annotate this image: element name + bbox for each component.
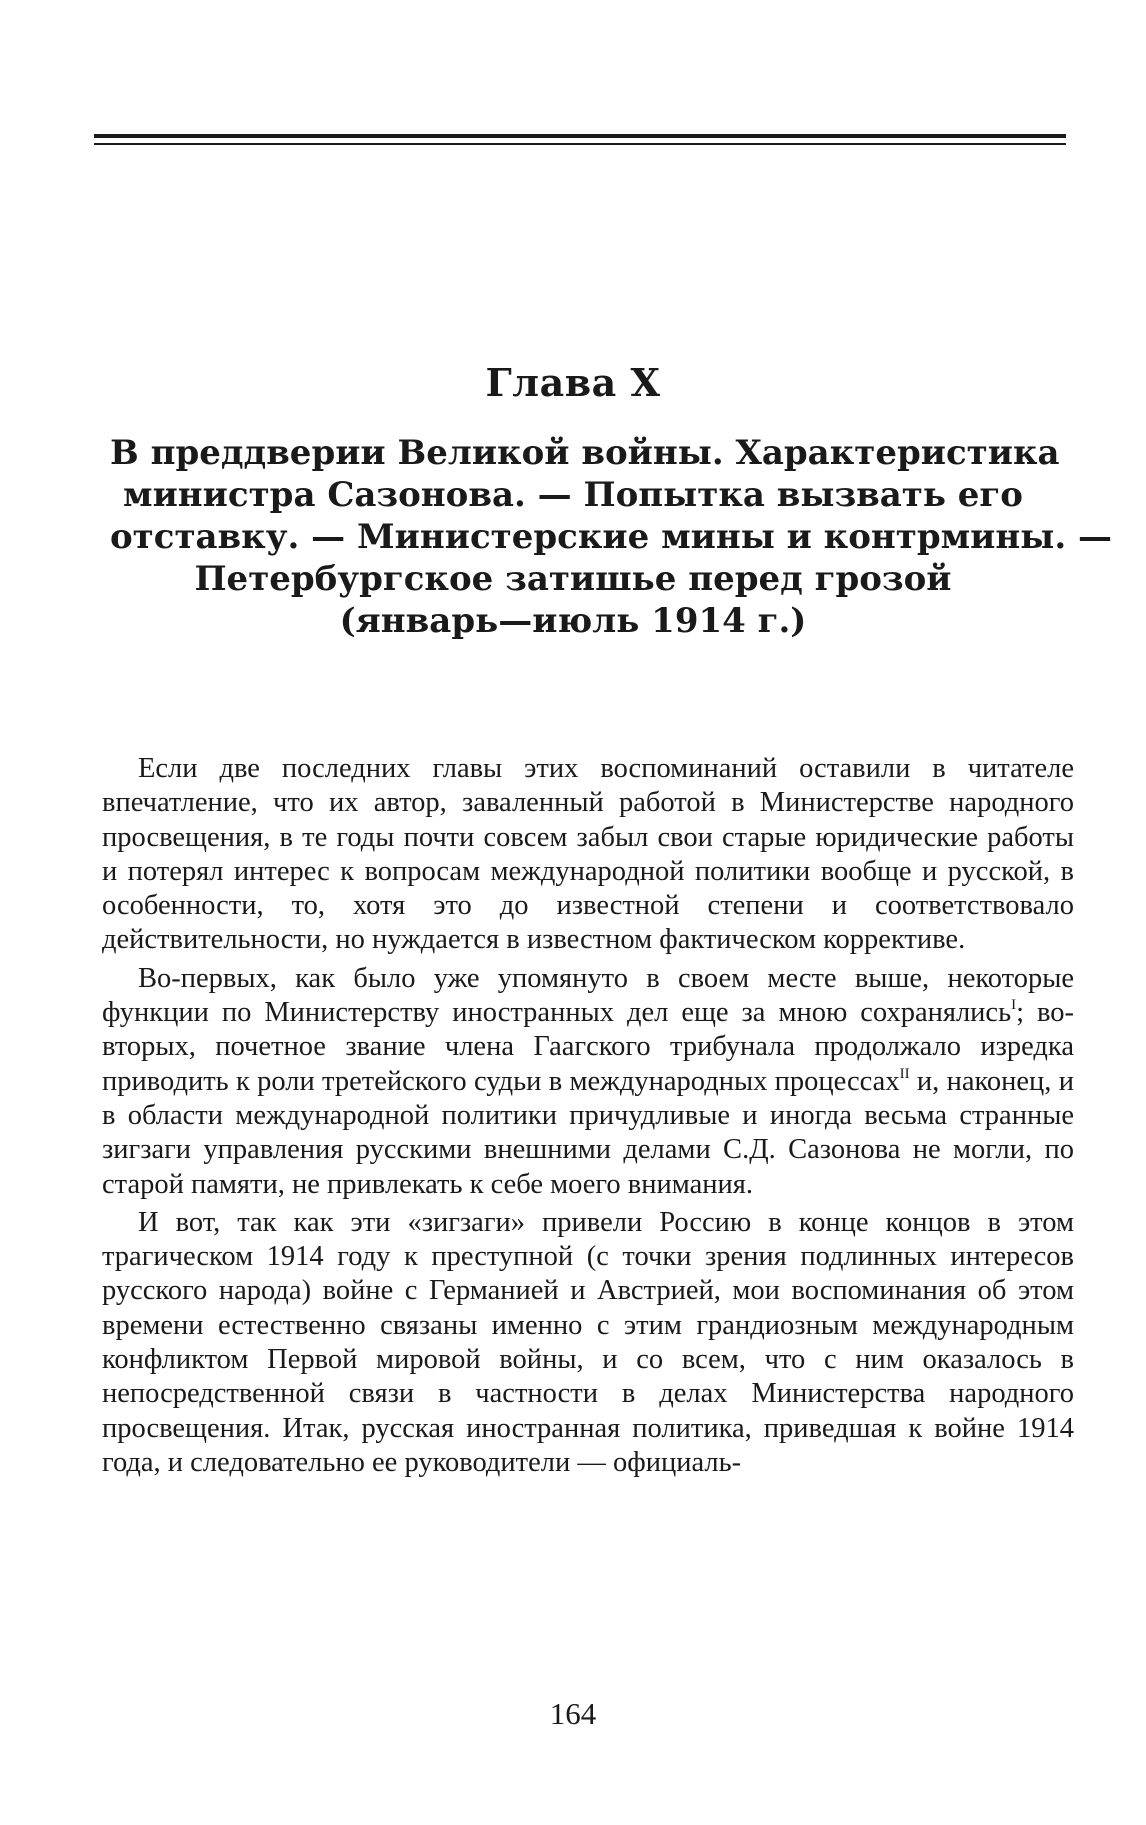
paragraph <box>102 962 1074 1202</box>
chapter-title-line: Петербургское затишье перед грозой <box>194 559 952 599</box>
chapter-title-line: министра Сазонова. — Попытка вызвать его <box>123 475 1023 515</box>
footnote-ref: II <box>899 1065 910 1082</box>
chapter-label: Глава X <box>485 360 661 405</box>
footnote-ref: I <box>1011 997 1017 1014</box>
chapter-title <box>110 432 1113 642</box>
chapter-title-line: В преддверии Великой войны. Характеристика <box>110 433 1060 473</box>
body-text <box>102 752 1074 1484</box>
page-number: 164 <box>549 1696 597 1731</box>
chapter-title-line: (январь—июль 1914 г.) <box>339 601 807 641</box>
chapter-title-line: отставку. — Министерские мины и контрмины. — <box>110 517 1113 557</box>
paragraph: И вот, так как эти «зигзаги» привели Россию в конце концов в этом трагическом 1914 году к преступной (с точки зрения подлинных интересов русского народа) войне с Германией и Австрией, мои воспоминания об этом времени естественно связаны именно с этим грандиозным международным конфликтом Первой мировой войны, и со всем, что с ним оказалось в непосредственной связи в частности в делах Министерства народного просвещения. Итак, русская иностранная политика, приведшая к войне 1914 года, и следовательно ее руководители — официаль- <box>102 1206 1074 1478</box>
header-rule-thin <box>94 143 1066 145</box>
paragraph-text: Во-первых, как было уже упомянуто в своем месте выше, некоторые функции по Министерству иностранных дел еще за мною сохранялись <box>102 962 1074 1029</box>
header-rule-thick <box>94 134 1066 138</box>
paragraph: Если две последних главы этих воспоминаний оставили в читателе впечатление, что их автор, заваленный работой в Министерстве народного просвещения, в те годы почти совсем забыл свои старые юридические работы и потерял интерес к вопросам международной политики вообще и русской, в особенности, то, хотя это до известной степени и соответствовало действительности, но нуждается в известном фактическом коррективе. <box>102 753 1074 956</box>
header-rule <box>94 134 1066 145</box>
paragraph-text: и, наконец, и в области международной политики причудливые и иногда весьма странные зигзаги управления русскими внешними делами С.Д. Сазонова не могли, по старой памяти, не привлекать к себе моего внимания. <box>102 1065 1074 1200</box>
paragraph-text: ; во-вторых, почетное звание члена Гаагского трибунала продолжало изредка приводить к роли третейского судьи в международных процессах <box>102 997 1075 1097</box>
